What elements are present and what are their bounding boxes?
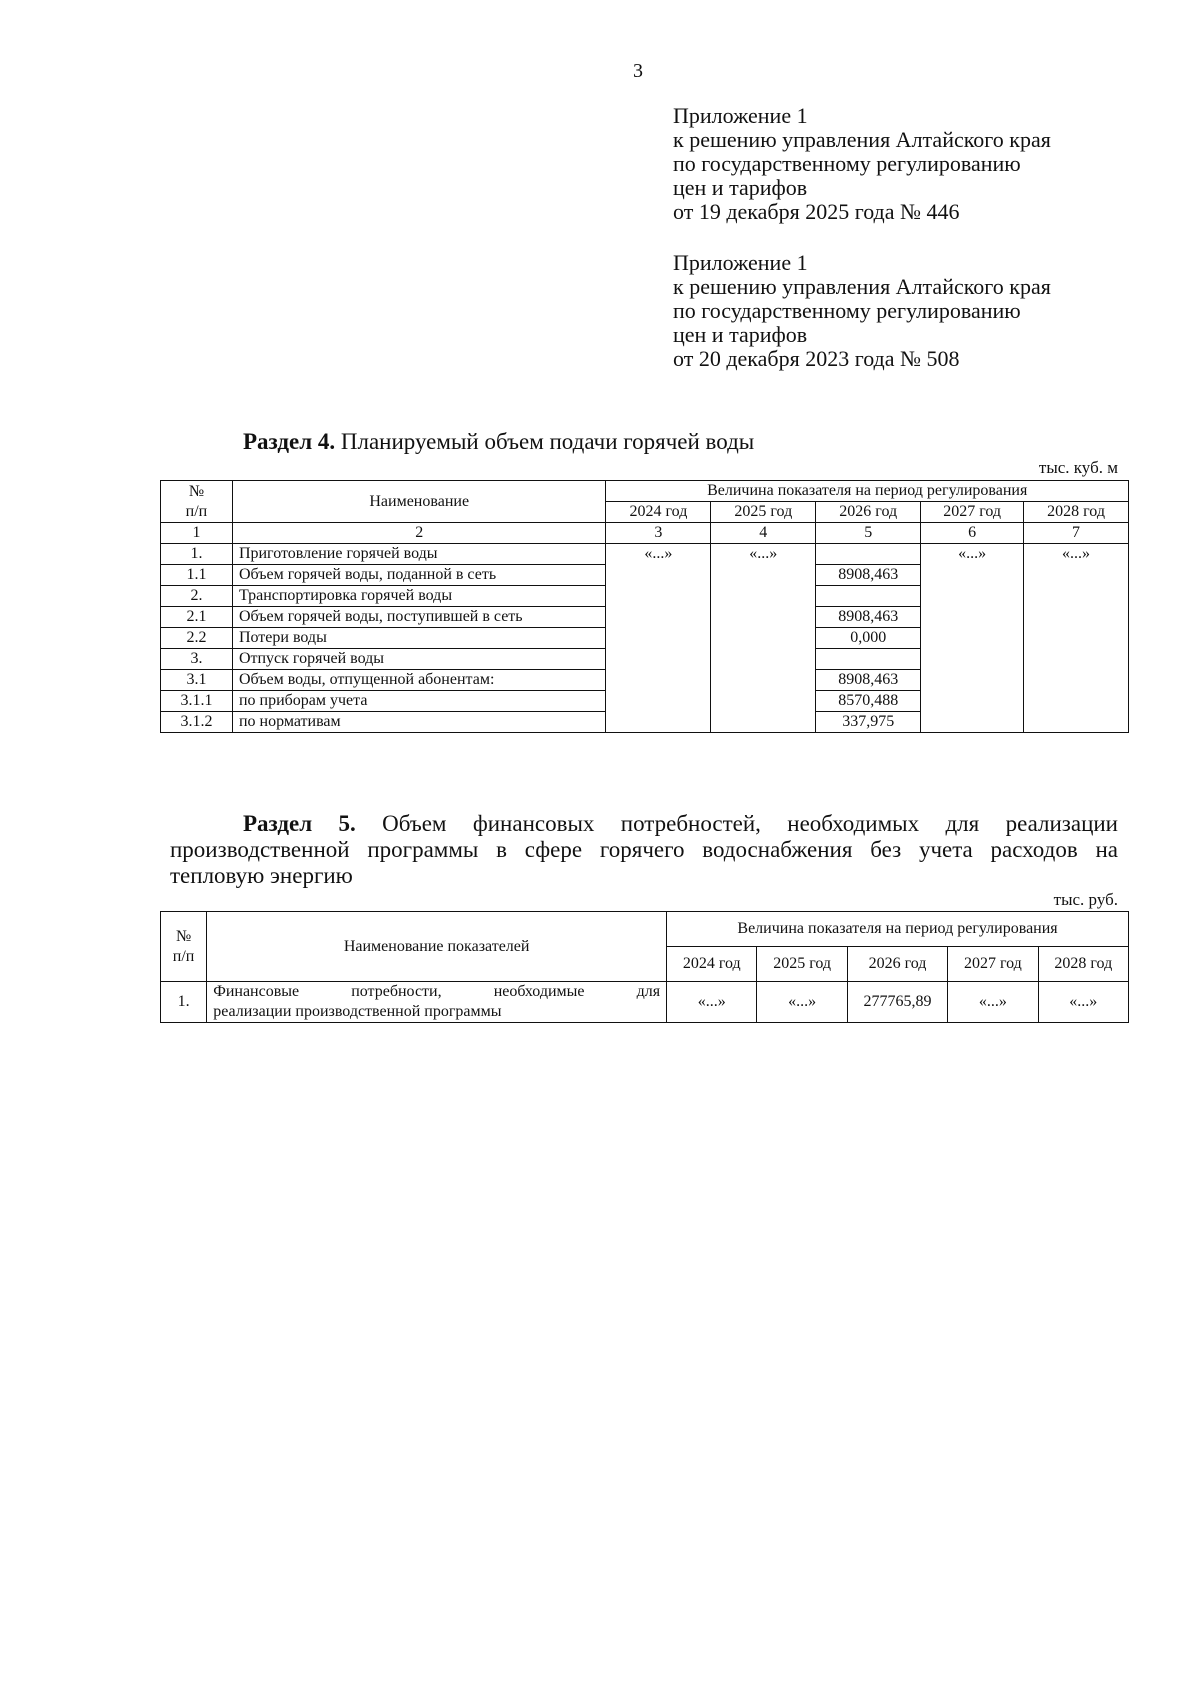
section5-title-text: Объем финансовых потребностей, необходимых для реализации: [355, 811, 1118, 836]
value-2024: «...»: [667, 982, 757, 1023]
section5-table: [160, 911, 1129, 1023]
value-2026: 8570,488: [816, 691, 921, 712]
col-number: 6: [921, 523, 1024, 544]
row-num: 3.1.1: [161, 691, 233, 712]
value-2028: «...»: [1038, 982, 1128, 1023]
section5-title-line1: [170, 811, 1118, 837]
col-number: 3: [606, 523, 711, 544]
section5-title-line3: тепловую энергию: [170, 863, 353, 888]
row-name: Объем горячей воды, поступившей в сеть: [232, 607, 606, 628]
header-year: 2028 год: [1024, 502, 1129, 523]
value-2026: 337,975: [816, 712, 921, 733]
header-year: 2027 год: [948, 947, 1038, 982]
appendix-line: Приложение 1: [673, 103, 808, 128]
page-number: 3: [633, 60, 643, 82]
section4-unit: тыс. куб. м: [1038, 458, 1118, 477]
appendix-line: по государственному регулированию: [673, 151, 1021, 176]
header-period: Величина показателя на период регулирования: [606, 481, 1129, 502]
value-2026: 8908,463: [816, 670, 921, 691]
row-num: 1.: [161, 544, 233, 565]
value-2026: 8908,463: [816, 607, 921, 628]
header-num: № п/п: [161, 912, 207, 982]
value-2027: «...»: [921, 544, 1024, 733]
header-year: 2024 год: [606, 502, 711, 523]
row-name-word: для: [636, 983, 661, 1000]
appendix-line: к решению управления Алтайского края: [673, 274, 1051, 299]
row-num: 3.: [161, 649, 233, 670]
row-name: по нормативам: [232, 712, 606, 733]
col-number: 4: [711, 523, 816, 544]
col-number: 2: [232, 523, 606, 544]
header-year: 2026 год: [816, 502, 921, 523]
appendix-line: цен и тарифов: [673, 322, 808, 347]
row-name-line2: реализации производственной программы: [213, 1003, 502, 1020]
row-name-word: Финансовые: [213, 983, 300, 1000]
appendix-line: от 19 декабря 2025 года № 446: [673, 199, 960, 224]
row-name-line1: [213, 982, 660, 1002]
section4-title-bold: Раздел 4.: [243, 429, 336, 454]
row-num: 2.1: [161, 607, 233, 628]
value-2026: [816, 649, 921, 670]
row-num: 2.: [161, 586, 233, 607]
section5-title: [170, 811, 1118, 889]
section5-title-line2: производственной программы в сфере горячего водоснабжения без учета расходов на: [170, 837, 1118, 862]
header-name: Наименование: [232, 481, 606, 523]
row-num: 2.2: [161, 628, 233, 649]
appendix-line: цен и тарифов: [673, 175, 808, 200]
value-2026: [816, 586, 921, 607]
header-year: 2024 год: [667, 947, 757, 982]
header-year: 2025 год: [711, 502, 816, 523]
value-2025: «...»: [757, 982, 847, 1023]
row-name: Объем воды, отпущенной абонентам:: [232, 670, 606, 691]
value-2028: «...»: [1024, 544, 1129, 733]
value-2024: «...»: [606, 544, 711, 733]
row-name: по приборам учета: [232, 691, 606, 712]
header-year: 2025 год: [757, 947, 847, 982]
appendix-line: к решению управления Алтайского края: [673, 127, 1051, 152]
row-name: Объем горячей воды, поданной в сеть: [232, 565, 606, 586]
header-year: 2027 год: [921, 502, 1024, 523]
row-name: [207, 982, 667, 1023]
col-number: 7: [1024, 523, 1129, 544]
value-2026: 8908,463: [816, 565, 921, 586]
row-num: 1.1: [161, 565, 233, 586]
row-name: Транспортировка горячей воды: [232, 586, 606, 607]
appendix-line: по государственному регулированию: [673, 298, 1021, 323]
value-2026: 0,000: [816, 628, 921, 649]
value-2027: «...»: [948, 982, 1038, 1023]
section4-title: [243, 429, 754, 455]
section4-table: [160, 480, 1129, 733]
col-number: 1: [161, 523, 233, 544]
row-name: Отпуск горячей воды: [232, 649, 606, 670]
row-num: 1.: [161, 982, 207, 1023]
col-number: 5: [816, 523, 921, 544]
row-name: Приготовление горячей воды: [232, 544, 606, 565]
row-name-word: необходимые: [493, 983, 585, 1000]
value-2025: «...»: [711, 544, 816, 733]
header-period: Величина показателя на период регулирования: [667, 912, 1129, 947]
appendix-line: Приложение 1: [673, 250, 808, 275]
appendix-current: [673, 104, 1051, 224]
row-num: 3.1: [161, 670, 233, 691]
section5-unit: тыс. руб.: [1053, 890, 1118, 909]
appendix-previous: [673, 251, 1051, 371]
value-2026: 277765,89: [847, 982, 947, 1023]
header-year: 2026 год: [847, 947, 947, 982]
section4-title-text: Планируемый объем подачи горячей воды: [335, 429, 755, 454]
table-row: [161, 982, 1129, 1023]
row-name: Потери воды: [232, 628, 606, 649]
header-name: Наименование показателей: [207, 912, 667, 982]
header-num: № п/п: [161, 481, 233, 523]
value-2026: [816, 544, 921, 565]
appendix-line: от 20 декабря 2023 года № 508: [673, 346, 960, 371]
row-num: 3.1.2: [161, 712, 233, 733]
section5-title-bold: Раздел 5.: [243, 811, 356, 836]
row-name-word: потребности,: [351, 983, 442, 1000]
header-year: 2028 год: [1038, 947, 1128, 982]
table-row: [161, 544, 1129, 565]
